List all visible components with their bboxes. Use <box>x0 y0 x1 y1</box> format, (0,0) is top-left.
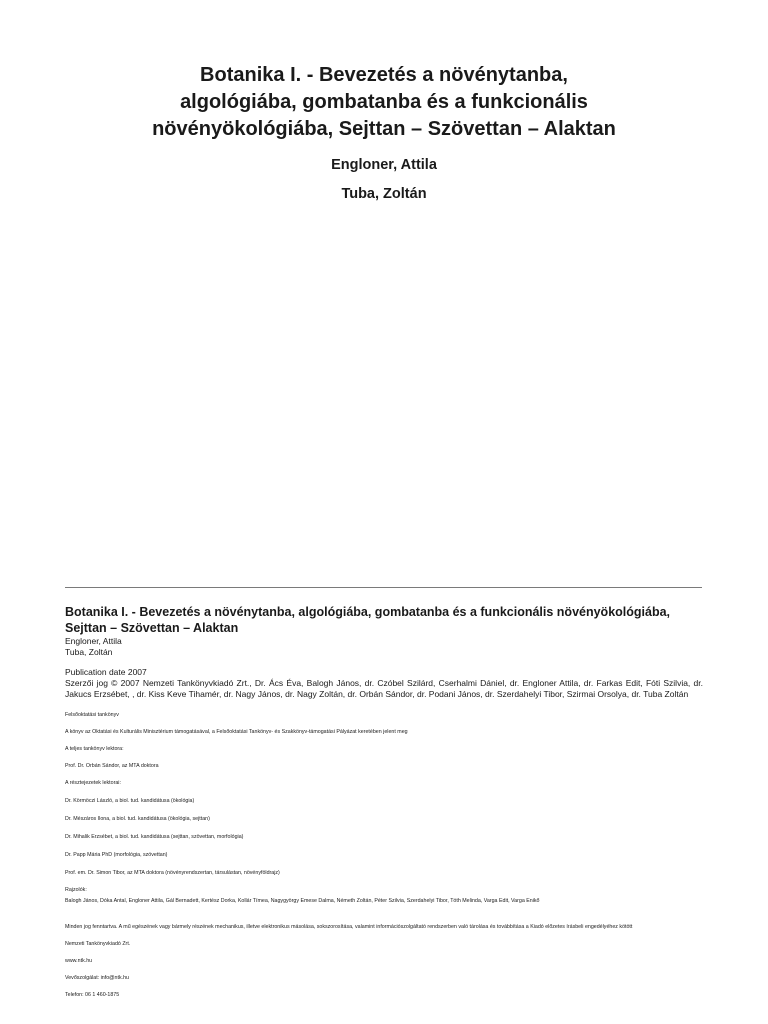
copyright-notice: Szerzői jog © 2007 Nemzeti Tankönyvkiadó Zrt., Dr. Ács Éva, Balogh János, dr. Czóbel Szilárd, Cserhalmi Dániel, dr. Engloner Attila, dr. Farkas Edit, Fóti Szilvia, dr. Jakucs Erzsébet, , dr. Kiss Keve Tihamér, dr. Nagy János, dr. Nagy Zoltán, dr. Orbán Sándor, dr. Podani János, dr. Szerdahelyi Tibor, Szirmai Orsolya, dr. Tuba Zoltán <box>65 678 703 699</box>
partial-lectors-heading: A résztejezetek lektorai: <box>65 780 121 786</box>
title-line: Botanika I. - Bevezetés a növénytanba, <box>200 64 568 86</box>
title-line: növényökológiába, Sejttan – Szövettan – Alaktan <box>152 118 616 140</box>
publication-date: Publication date 2007 <box>65 667 147 677</box>
horizontal-divider <box>65 587 702 588</box>
lector-name: Prof. Dr. Orbán Sándor, az MTA doktora <box>65 763 159 769</box>
document-title <box>0 62 768 143</box>
lector-heading: A teljes tankönyv lektora: <box>65 746 124 752</box>
phone-number: Telefon: 06 1 460-1875 <box>65 992 120 998</box>
colophon-title <box>65 604 703 636</box>
title-block <box>0 62 768 204</box>
funding-note: A könyv az Oktatási és Kulturális Minisztérium támogatásával, a Felsőoktatási Tankönyv- és Szakkönyv-támogatási Pályázat keretében jelent meg <box>65 729 408 735</box>
colophon-title-line: Sejttan – Szövettan – Alaktan <box>65 621 239 635</box>
illustrators-list: Balogh János, Dóka Antal, Engloner Attila, Gál Bernadett, Kertész Dorka, Kollár Tímea, Nagygyörgy Emese Dalma, Németh Zoltán, Péter Szilvia, Szerdahelyi Tibor, Tóth Melinda, Varga Edit, Varga Enikő <box>65 898 540 904</box>
colophon <box>65 604 703 999</box>
customer-service: Vevőszolgálat: info@ntk.hu <box>65 975 129 981</box>
colophon-author: Engloner, Attila <box>65 636 122 646</box>
textbook-type: Felsőoktatási tankönyv <box>65 712 119 718</box>
publisher-name: Nemzeti Tankönyvkiadó Zrt. <box>65 941 131 947</box>
partial-lector: Dr. Mészáros Ilona, a biol. tud. kandidátusa (ökológia, sejttan) <box>65 816 210 822</box>
title-line: algológiába, gombatanba és a funkcionális <box>180 91 588 113</box>
partial-lector: Dr. Körmöczi László, a biol. tud. kandidátusa (ökológia) <box>65 798 195 804</box>
partial-lector: Dr. Papp Mária PhD (morfológia, szövettan) <box>65 852 168 858</box>
colophon-author: Tuba, Zoltán <box>65 647 113 657</box>
author-name: Engloner, Attila <box>331 157 437 173</box>
colophon-title-line: Botanika I. - Bevezetés a növénytanba, algológiába, gombatanba és a funkcionális növényökológiába, <box>65 605 671 619</box>
partial-lector: Dr. Mihalik Erzsébet, a biol. tud. kandidátusa (sejttan, szövettan, morfológia) <box>65 834 244 840</box>
illustrators-heading: Rajzolók: <box>65 887 87 893</box>
partial-lector: Prof. em. Dr. Simon Tibor, az MTA doktora (növényrendszertan, társulástan, növényföldrajz) <box>65 870 280 876</box>
rights-notice: Minden jog fenntartva. A mű egészének vagy bármely részének mechanikus, illetve elektronikus másolása, sokszorosítása, valamint információszolgáltató rendszerben való tárolása és továbbítása a Kiadó előzetes írásbeli engedélyéhez kötött <box>65 924 633 930</box>
author-name: Tuba, Zoltán <box>341 186 427 202</box>
publisher-website: www.ntk.hu <box>65 958 93 964</box>
